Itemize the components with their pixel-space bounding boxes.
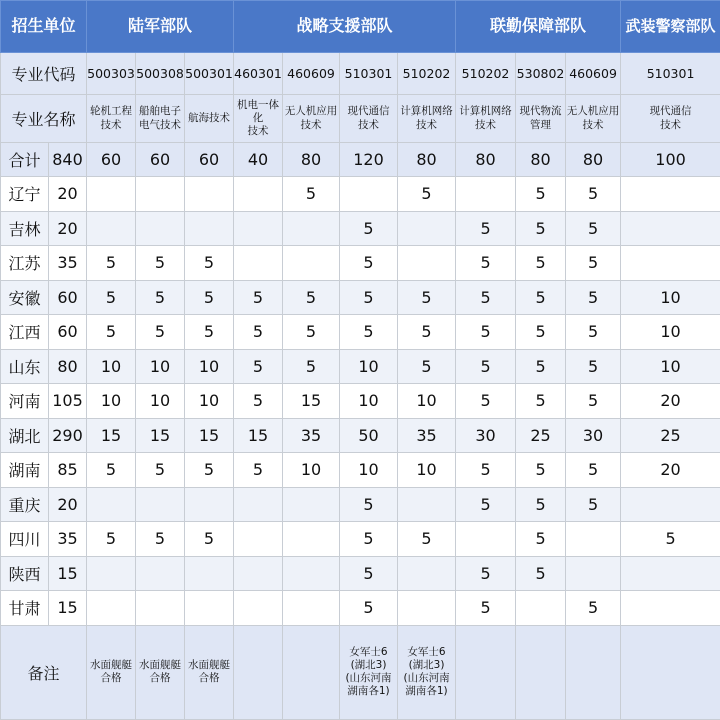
quota-cell (185, 556, 234, 591)
quota-cell: 25 (621, 418, 720, 453)
quota-cell (398, 211, 456, 246)
quota-cell (185, 177, 234, 212)
quota-cell (283, 487, 340, 522)
quota-cell: 5 (566, 487, 621, 522)
major-name-cell: 现代物流 管理 (516, 95, 566, 143)
quota-cell: 10 (621, 315, 720, 350)
quota-cell (456, 522, 516, 557)
quota-cell (283, 522, 340, 557)
quota-cell (398, 246, 456, 281)
quota-cell: 35 (398, 418, 456, 453)
quota-cell: 5 (283, 315, 340, 350)
quota-cell (621, 246, 720, 281)
province-row (1, 453, 720, 488)
quota-cell (621, 211, 720, 246)
province-name: 甘肃 (1, 591, 49, 626)
province-row (1, 315, 720, 350)
province-total: 60 (49, 280, 87, 315)
quota-cell (566, 556, 621, 591)
quota-cell: 5 (566, 453, 621, 488)
quota-cell (283, 211, 340, 246)
major-name-cell: 航海技术 (185, 95, 234, 143)
remark-cell (283, 625, 340, 719)
province-name: 重庆 (1, 487, 49, 522)
major-total-cell: 80 (398, 143, 456, 177)
quota-cell: 10 (340, 453, 398, 488)
province-name: 江西 (1, 315, 49, 350)
quota-cell: 10 (87, 349, 136, 384)
quota-cell: 5 (283, 349, 340, 384)
quota-cell: 5 (621, 522, 720, 557)
quota-cell: 5 (456, 349, 516, 384)
quota-cell: 5 (234, 453, 283, 488)
province-name: 江苏 (1, 246, 49, 281)
major-code-cell: 510202 (456, 53, 516, 95)
province-total: 20 (49, 211, 87, 246)
remark-cell (516, 625, 566, 719)
quota-cell: 30 (566, 418, 621, 453)
quota-cell (283, 591, 340, 626)
quota-cell: 5 (340, 556, 398, 591)
province-row (1, 246, 720, 281)
quota-cell: 5 (516, 177, 566, 212)
major-code-row (1, 53, 720, 95)
quota-cell (136, 487, 185, 522)
quota-cell: 10 (621, 280, 720, 315)
remarks-row (1, 625, 720, 719)
province-total: 20 (49, 177, 87, 212)
quota-cell (340, 177, 398, 212)
quota-cell: 5 (283, 177, 340, 212)
quota-cell: 5 (456, 211, 516, 246)
quota-cell (283, 246, 340, 281)
quota-cell: 5 (566, 246, 621, 281)
quota-cell: 5 (456, 315, 516, 350)
quota-cell: 5 (87, 246, 136, 281)
remark-cell (456, 625, 516, 719)
quota-cell (398, 487, 456, 522)
quota-cell: 5 (234, 384, 283, 419)
quota-cell: 5 (516, 315, 566, 350)
quota-cell (87, 556, 136, 591)
quota-cell (283, 556, 340, 591)
quota-cell (185, 487, 234, 522)
remark-cell (566, 625, 621, 719)
province-total: 105 (49, 384, 87, 419)
quota-cell: 5 (566, 384, 621, 419)
total-label: 合计 (1, 143, 49, 177)
quota-cell: 5 (185, 280, 234, 315)
major-name-cell: 轮机工程 技术 (87, 95, 136, 143)
province-total: 35 (49, 246, 87, 281)
quota-cell: 5 (456, 591, 516, 626)
remark-cell (234, 625, 283, 719)
major-name-cell: 无人机应用 技术 (283, 95, 340, 143)
major-total-cell: 60 (185, 143, 234, 177)
quota-cell: 5 (234, 349, 283, 384)
quota-cell: 50 (340, 418, 398, 453)
quota-cell: 5 (516, 246, 566, 281)
major-name-label: 专业名称 (1, 95, 87, 143)
quota-cell: 5 (340, 315, 398, 350)
major-total-cell: 80 (516, 143, 566, 177)
major-code-cell: 500301 (185, 53, 234, 95)
major-code-cell: 500308 (136, 53, 185, 95)
quota-cell (234, 211, 283, 246)
quota-cell: 10 (340, 384, 398, 419)
remark-cell: 水面舰艇 合格 (87, 625, 136, 719)
quota-cell: 5 (136, 280, 185, 315)
province-row (1, 591, 720, 626)
quota-cell (87, 177, 136, 212)
quota-cell: 5 (516, 487, 566, 522)
quota-cell: 15 (136, 418, 185, 453)
major-name-row (1, 95, 720, 143)
remark-cell: 女军士6 (湖北3) (山东河南 湖南各1) (340, 625, 398, 719)
major-name-cell: 计算机网络 技术 (398, 95, 456, 143)
quota-cell: 5 (283, 280, 340, 315)
province-name: 山东 (1, 349, 49, 384)
quota-cell (234, 487, 283, 522)
quota-cell: 5 (516, 556, 566, 591)
quota-cell: 15 (234, 418, 283, 453)
quota-cell: 5 (456, 556, 516, 591)
quota-cell: 5 (566, 177, 621, 212)
quota-cell (185, 211, 234, 246)
major-name-cell: 计算机网络 技术 (456, 95, 516, 143)
major-total-cell: 80 (456, 143, 516, 177)
quota-cell: 35 (283, 418, 340, 453)
quota-cell: 10 (185, 349, 234, 384)
quota-cell (621, 177, 720, 212)
province-row (1, 556, 720, 591)
major-code-cell: 530802 (516, 53, 566, 95)
quota-cell: 5 (87, 453, 136, 488)
province-name: 陕西 (1, 556, 49, 591)
quota-cell: 5 (340, 246, 398, 281)
quota-cell: 5 (566, 211, 621, 246)
remark-cell: 水面舰艇 合格 (185, 625, 234, 719)
quota-cell: 5 (185, 453, 234, 488)
province-name: 吉林 (1, 211, 49, 246)
quota-cell: 10 (87, 384, 136, 419)
quota-cell: 5 (456, 487, 516, 522)
major-name-cell: 机电一体化 技术 (234, 95, 283, 143)
quota-cell: 5 (340, 522, 398, 557)
quota-cell: 25 (516, 418, 566, 453)
quota-cell (456, 177, 516, 212)
province-row (1, 349, 720, 384)
quota-cell: 30 (456, 418, 516, 453)
group-strategic-support-header: 战略支援部队 (234, 1, 456, 53)
province-total: 80 (49, 349, 87, 384)
quota-cell: 5 (516, 211, 566, 246)
quota-cell (136, 591, 185, 626)
province-row (1, 280, 720, 315)
quota-cell (234, 591, 283, 626)
remark-cell: 水面舰艇 合格 (136, 625, 185, 719)
quota-cell (234, 177, 283, 212)
quota-cell: 5 (456, 453, 516, 488)
quota-cell: 5 (185, 522, 234, 557)
quota-cell: 15 (87, 418, 136, 453)
major-code-label: 专业代码 (1, 53, 87, 95)
quota-cell: 10 (340, 349, 398, 384)
major-total-cell: 120 (340, 143, 398, 177)
quota-cell: 5 (516, 522, 566, 557)
quota-cell (621, 487, 720, 522)
province-row (1, 418, 720, 453)
quota-cell (136, 556, 185, 591)
major-name-cell: 无人机应用 技术 (566, 95, 621, 143)
major-code-cell: 510301 (621, 53, 720, 95)
quota-cell: 20 (621, 384, 720, 419)
province-total: 15 (49, 556, 87, 591)
major-name-cell: 船舶电子 电气技术 (136, 95, 185, 143)
quota-cell: 5 (136, 522, 185, 557)
province-row (1, 522, 720, 557)
quota-cell: 5 (516, 384, 566, 419)
quota-cell: 5 (87, 280, 136, 315)
quota-cell: 5 (398, 280, 456, 315)
header-row (1, 1, 720, 53)
quota-cell (234, 522, 283, 557)
major-code-cell: 460301 (234, 53, 283, 95)
group-armed-police-header: 武装警察部队 (621, 1, 720, 53)
quota-cell: 10 (398, 453, 456, 488)
quota-cell: 5 (136, 246, 185, 281)
quota-cell: 5 (566, 280, 621, 315)
quota-cell: 5 (398, 177, 456, 212)
quota-cell: 5 (340, 280, 398, 315)
province-total: 20 (49, 487, 87, 522)
quota-cell: 20 (621, 453, 720, 488)
quota-cell: 5 (516, 453, 566, 488)
group-joint-logistics-header: 联勤保障部队 (456, 1, 621, 53)
quota-cell: 5 (340, 211, 398, 246)
major-total-cell: 40 (234, 143, 283, 177)
quota-cell: 5 (340, 487, 398, 522)
quota-cell (87, 591, 136, 626)
quota-cell: 5 (398, 522, 456, 557)
quota-cell (398, 591, 456, 626)
remark-cell: 女军士6 (湖北3) (山东河南 湖南各1) (398, 625, 456, 719)
quota-cell (87, 487, 136, 522)
province-name: 湖南 (1, 453, 49, 488)
quota-cell: 5 (456, 246, 516, 281)
quota-cell (566, 522, 621, 557)
quota-cell (185, 591, 234, 626)
quota-cell: 5 (398, 315, 456, 350)
major-name-cell: 现代通信 技术 (340, 95, 398, 143)
major-code-cell: 510202 (398, 53, 456, 95)
province-row (1, 487, 720, 522)
quota-cell (398, 556, 456, 591)
major-total-cell: 80 (566, 143, 621, 177)
major-total-cell: 60 (136, 143, 185, 177)
major-code-cell: 510301 (340, 53, 398, 95)
province-row (1, 177, 720, 212)
province-total: 60 (49, 315, 87, 350)
quota-cell: 5 (516, 280, 566, 315)
grand-total: 840 (49, 143, 87, 177)
remarks-label: 备注 (1, 625, 87, 719)
province-name: 河南 (1, 384, 49, 419)
quota-cell: 10 (136, 349, 185, 384)
quota-cell: 10 (398, 384, 456, 419)
province-total: 290 (49, 418, 87, 453)
quota-cell: 5 (516, 349, 566, 384)
quota-cell (136, 177, 185, 212)
quota-cell: 5 (136, 315, 185, 350)
quota-cell: 5 (566, 315, 621, 350)
quota-cell: 10 (136, 384, 185, 419)
quota-cell: 5 (234, 315, 283, 350)
quota-cell: 10 (283, 453, 340, 488)
province-total: 35 (49, 522, 87, 557)
quota-cell: 15 (185, 418, 234, 453)
major-name-cell: 现代通信 技术 (621, 95, 720, 143)
major-code-cell: 460609 (566, 53, 621, 95)
province-row (1, 384, 720, 419)
quota-cell: 5 (136, 453, 185, 488)
major-total-cell: 80 (283, 143, 340, 177)
total-row (1, 143, 720, 177)
province-total: 15 (49, 591, 87, 626)
quota-cell: 5 (398, 349, 456, 384)
major-total-cell: 100 (621, 143, 720, 177)
quota-cell: 5 (87, 315, 136, 350)
quota-cell (234, 556, 283, 591)
quota-cell: 5 (185, 315, 234, 350)
quota-cell: 5 (456, 384, 516, 419)
quota-cell (234, 246, 283, 281)
recruiting-unit-header: 招生单位 (1, 1, 87, 53)
province-total: 85 (49, 453, 87, 488)
quota-cell: 15 (283, 384, 340, 419)
quota-cell: 5 (185, 246, 234, 281)
major-code-cell: 460609 (283, 53, 340, 95)
province-name: 四川 (1, 522, 49, 557)
major-code-cell: 500303 (87, 53, 136, 95)
quota-cell (621, 591, 720, 626)
quota-cell (87, 211, 136, 246)
quota-cell: 5 (566, 349, 621, 384)
major-total-cell: 60 (87, 143, 136, 177)
quota-cell: 5 (566, 591, 621, 626)
quota-cell: 5 (87, 522, 136, 557)
remark-cell (621, 625, 720, 719)
province-name: 辽宁 (1, 177, 49, 212)
province-name: 湖北 (1, 418, 49, 453)
quota-cell: 10 (621, 349, 720, 384)
group-army-header: 陆军部队 (87, 1, 234, 53)
quota-cell (136, 211, 185, 246)
quota-cell: 5 (340, 591, 398, 626)
province-row (1, 211, 720, 246)
quota-cell (516, 591, 566, 626)
quota-cell: 5 (234, 280, 283, 315)
province-name: 安徽 (1, 280, 49, 315)
quota-cell: 5 (456, 280, 516, 315)
quota-cell: 10 (185, 384, 234, 419)
quota-cell (621, 556, 720, 591)
